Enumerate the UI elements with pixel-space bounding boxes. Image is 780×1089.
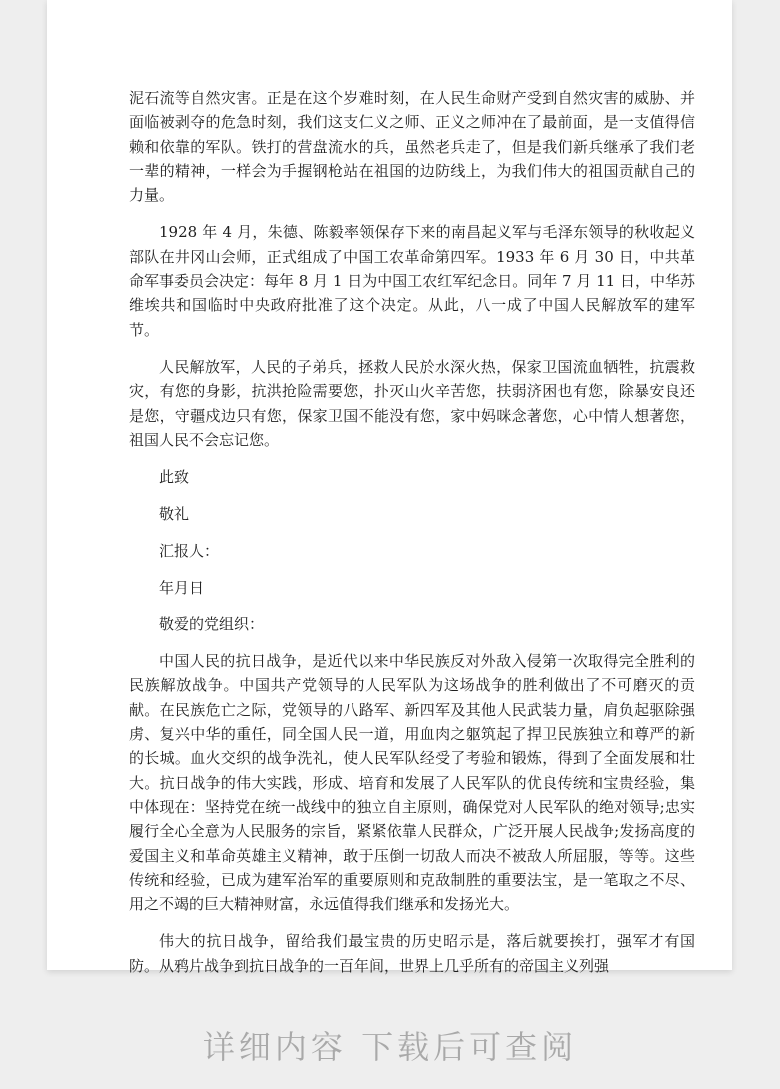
paragraph: 泥石流等自然灾害。正是在这个岁难时刻，在人民生命财产受到自然灾害的威胁、并面临被剥夺的危急时刻，我们这支仁义之师、正义之师冲在了最前面，是一支值得信赖和依靠的军队。铁打的营盘流水的兵，虽然老兵走了，但是我们新兵继承了我们老一辈的精神，一样会为手握钢枪站在祖国的边防线上，为我们伟大的祖国贡献自己的力量。 (129, 89, 695, 205)
closing-salutation: 此致 (159, 468, 190, 487)
paragraph: 1928 年 4 月，朱德、陈毅率领保存下来的南昌起义军与毛泽东领导的秋收起义部队在井冈山会师，正式组成了中国工农革命第四军。1933 年 6 月 30 日，中共革命军事委员会决定：每年 8 月 1 日为中国工农红军纪念日。同年 7 月 11 日，中华苏维埃共和国临时中央政府批准了这个决定。从此，八一成了中国人民解放军的建军节。 (129, 223, 695, 339)
date-label: 年月日 (159, 578, 205, 597)
document-body (129, 86, 695, 991)
document-page (47, 0, 732, 975)
paragraph: 中国人民的抗日战争，是近代以来中华民族反对外敌入侵第一次取得完全胜利的民族解放战争。中国共产党领导的人民军队为这场战争的胜利做出了不可磨灭的贡献。在民族危亡之际，党领导的八路军、新四军及其他人民武装力量，肩负起驱除强虏、复兴中华的重任，同全国人民一道，用血肉之躯筑起了捍卫民族独立和尊严的新的长城。血火交织的战争洗礼，使人民军队经受了考验和锻炼，得到了全面发展和壮大。抗日战争的伟大实践，形成、培育和发展了人民军队的优良传统和宝贵经验，集中体现在：坚持党在统一战线中的独立自主原则，确保党对人民军队的绝对领导;忠实履行全心全意为人民服务的宗旨，紧紧依靠人民群众，广泛开展人民战争;发扬高度的爱国主义和革命英雄主义精神，敢于压倒一切敌人而决不被敌人所屈服，等等。这些传统和经验，已成为建军治军的重要原则和克敌制胜的重要法宝，是一笔取之不尽、用之不竭的巨大精神财富，永远值得我们继承和发扬光大。 (129, 652, 695, 914)
reporter-label: 汇报人： (159, 541, 220, 560)
paragraph: 伟大的抗日战争，留给我们最宝贵的历史昭示是，落后就要挨打，强军才有国防。从鸦片战争到抗日战争的一百年间，世界上几乎所有的帝国主义列强 (129, 932, 695, 975)
closing-regards: 敬礼 (159, 504, 190, 523)
paragraph: 人民解放军，人民的子弟兵，拯救人民於水深火热，保家卫国流血牺牲，抗震救灾，有您的身影，抗洪抢险需要您，扑灭山火辛苦您，扶弱济困也有您，除暴安良还是您，守疆戍边只有您，保家卫国不能没有您，家中妈咪念著您，心中情人想著您，祖国人民不会忘记您。 (129, 357, 695, 449)
greeting: 敬爱的党组织： (159, 615, 265, 634)
download-notice: 详细内容 下载后可查阅 (202, 1028, 578, 1066)
